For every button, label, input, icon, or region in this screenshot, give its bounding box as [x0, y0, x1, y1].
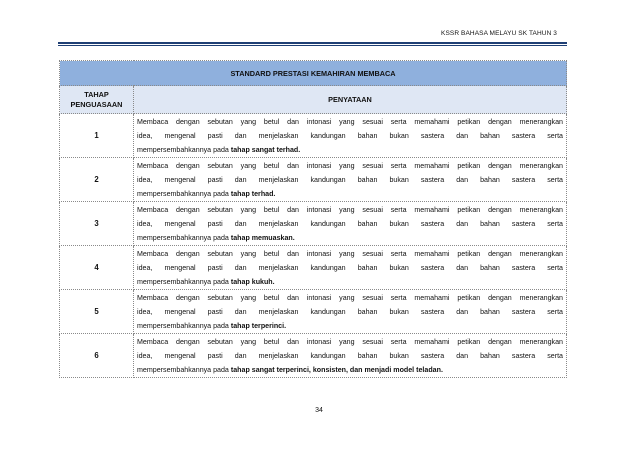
statement-line-1: Membaca dengan sebutan yang betul dan intonasi yang sesuai serta memahami petikan dengan menerangkan	[137, 161, 563, 170]
statement-line-1: Membaca dengan sebutan yang betul dan intonasi yang sesuai serta memahami petikan dengan menerangkan	[137, 117, 563, 126]
statement-line-3	[137, 231, 563, 245]
page-number: 34	[315, 407, 323, 414]
statement-prefix: mempersembahkannya pada	[137, 321, 231, 330]
level-descriptor: tahap terhad.	[230, 189, 276, 198]
statement-line-1: Membaca dengan sebutan yang betul dan intonasi yang sesuai serta memahami petikan dengan menerangkan	[137, 293, 563, 302]
statement-cell	[134, 246, 567, 290]
table-row	[60, 290, 567, 334]
statement-cell	[134, 114, 567, 158]
statement-prefix: mempersembahkannya pada	[137, 189, 231, 198]
table-row	[60, 246, 567, 290]
statement-line-3	[137, 187, 563, 201]
table-row	[60, 202, 567, 246]
statement-line-1: Membaca dengan sebutan yang betul dan intonasi yang sesuai serta memahami petikan dengan menerangkan	[137, 337, 563, 346]
table-title-row	[60, 61, 567, 86]
standard-table	[59, 60, 567, 378]
column-header-level: TAHAP PENGUASAAN	[60, 86, 134, 114]
table-title: STANDARD PRESTASI KEMAHIRAN MEMBACA	[60, 61, 567, 86]
statement-line-2: idea, mengenal pasti dan menjelaskan kandungan bahan bukan sastera dan bahan sastera serta	[137, 351, 563, 360]
level-number: 5	[60, 290, 134, 334]
statement-prefix: mempersembahkannya pada	[137, 233, 231, 242]
statement-line-3	[137, 275, 563, 289]
statement-line-3	[137, 143, 563, 157]
statement-prefix: mempersembahkannya pada	[137, 145, 231, 154]
statement-prefix: mempersembahkannya pada	[137, 277, 231, 286]
table-header-row	[60, 86, 567, 114]
page-header: KSSR BAHASA MELAYU SK TAHUN 3	[441, 30, 557, 37]
level-descriptor: tahap sangat terperinci, konsisten, dan menjadi model teladan.	[230, 365, 443, 374]
header-rule	[58, 42, 567, 46]
statement-line-2: idea, mengenal pasti dan menjelaskan kandungan bahan bukan sastera dan bahan sastera serta	[137, 175, 563, 184]
statement-cell	[134, 202, 567, 246]
level-number: 2	[60, 158, 134, 202]
table-row	[60, 334, 567, 378]
statement-line-2: idea, mengenal pasti dan menjelaskan kandungan bahan bukan sastera dan bahan sastera serta	[137, 131, 563, 140]
statement-line-1: Membaca dengan sebutan yang betul dan intonasi yang sesuai serta memahami petikan dengan menerangkan	[137, 249, 563, 258]
column-header-statement: PENYATAAN	[134, 86, 567, 114]
level-descriptor: tahap sangat terhad.	[230, 145, 301, 154]
statement-line-2: idea, mengenal pasti dan menjelaskan kandungan bahan bukan sastera dan bahan sastera serta	[137, 263, 563, 272]
table-row	[60, 158, 567, 202]
statement-line-1: Membaca dengan sebutan yang betul dan intonasi yang sesuai serta memahami petikan dengan menerangkan	[137, 205, 563, 214]
table-row	[60, 114, 567, 158]
statement-cell	[134, 290, 567, 334]
level-descriptor: tahap memuaskan.	[230, 233, 295, 242]
level-number: 3	[60, 202, 134, 246]
statement-cell	[134, 334, 567, 378]
level-number: 1	[60, 114, 134, 158]
statement-line-2: idea, mengenal pasti dan menjelaskan kandungan bahan bukan sastera dan bahan sastera serta	[137, 307, 563, 316]
level-descriptor: tahap terperinci.	[230, 321, 287, 330]
statement-line-3	[137, 363, 563, 377]
statement-prefix: mempersembahkannya pada	[137, 365, 231, 374]
statement-cell	[134, 158, 567, 202]
level-descriptor: tahap kukuh.	[230, 277, 275, 286]
statement-line-2: idea, mengenal pasti dan menjelaskan kandungan bahan bukan sastera dan bahan sastera serta	[137, 219, 563, 228]
statement-line-3	[137, 319, 563, 333]
level-number: 4	[60, 246, 134, 290]
level-number: 6	[60, 334, 134, 378]
